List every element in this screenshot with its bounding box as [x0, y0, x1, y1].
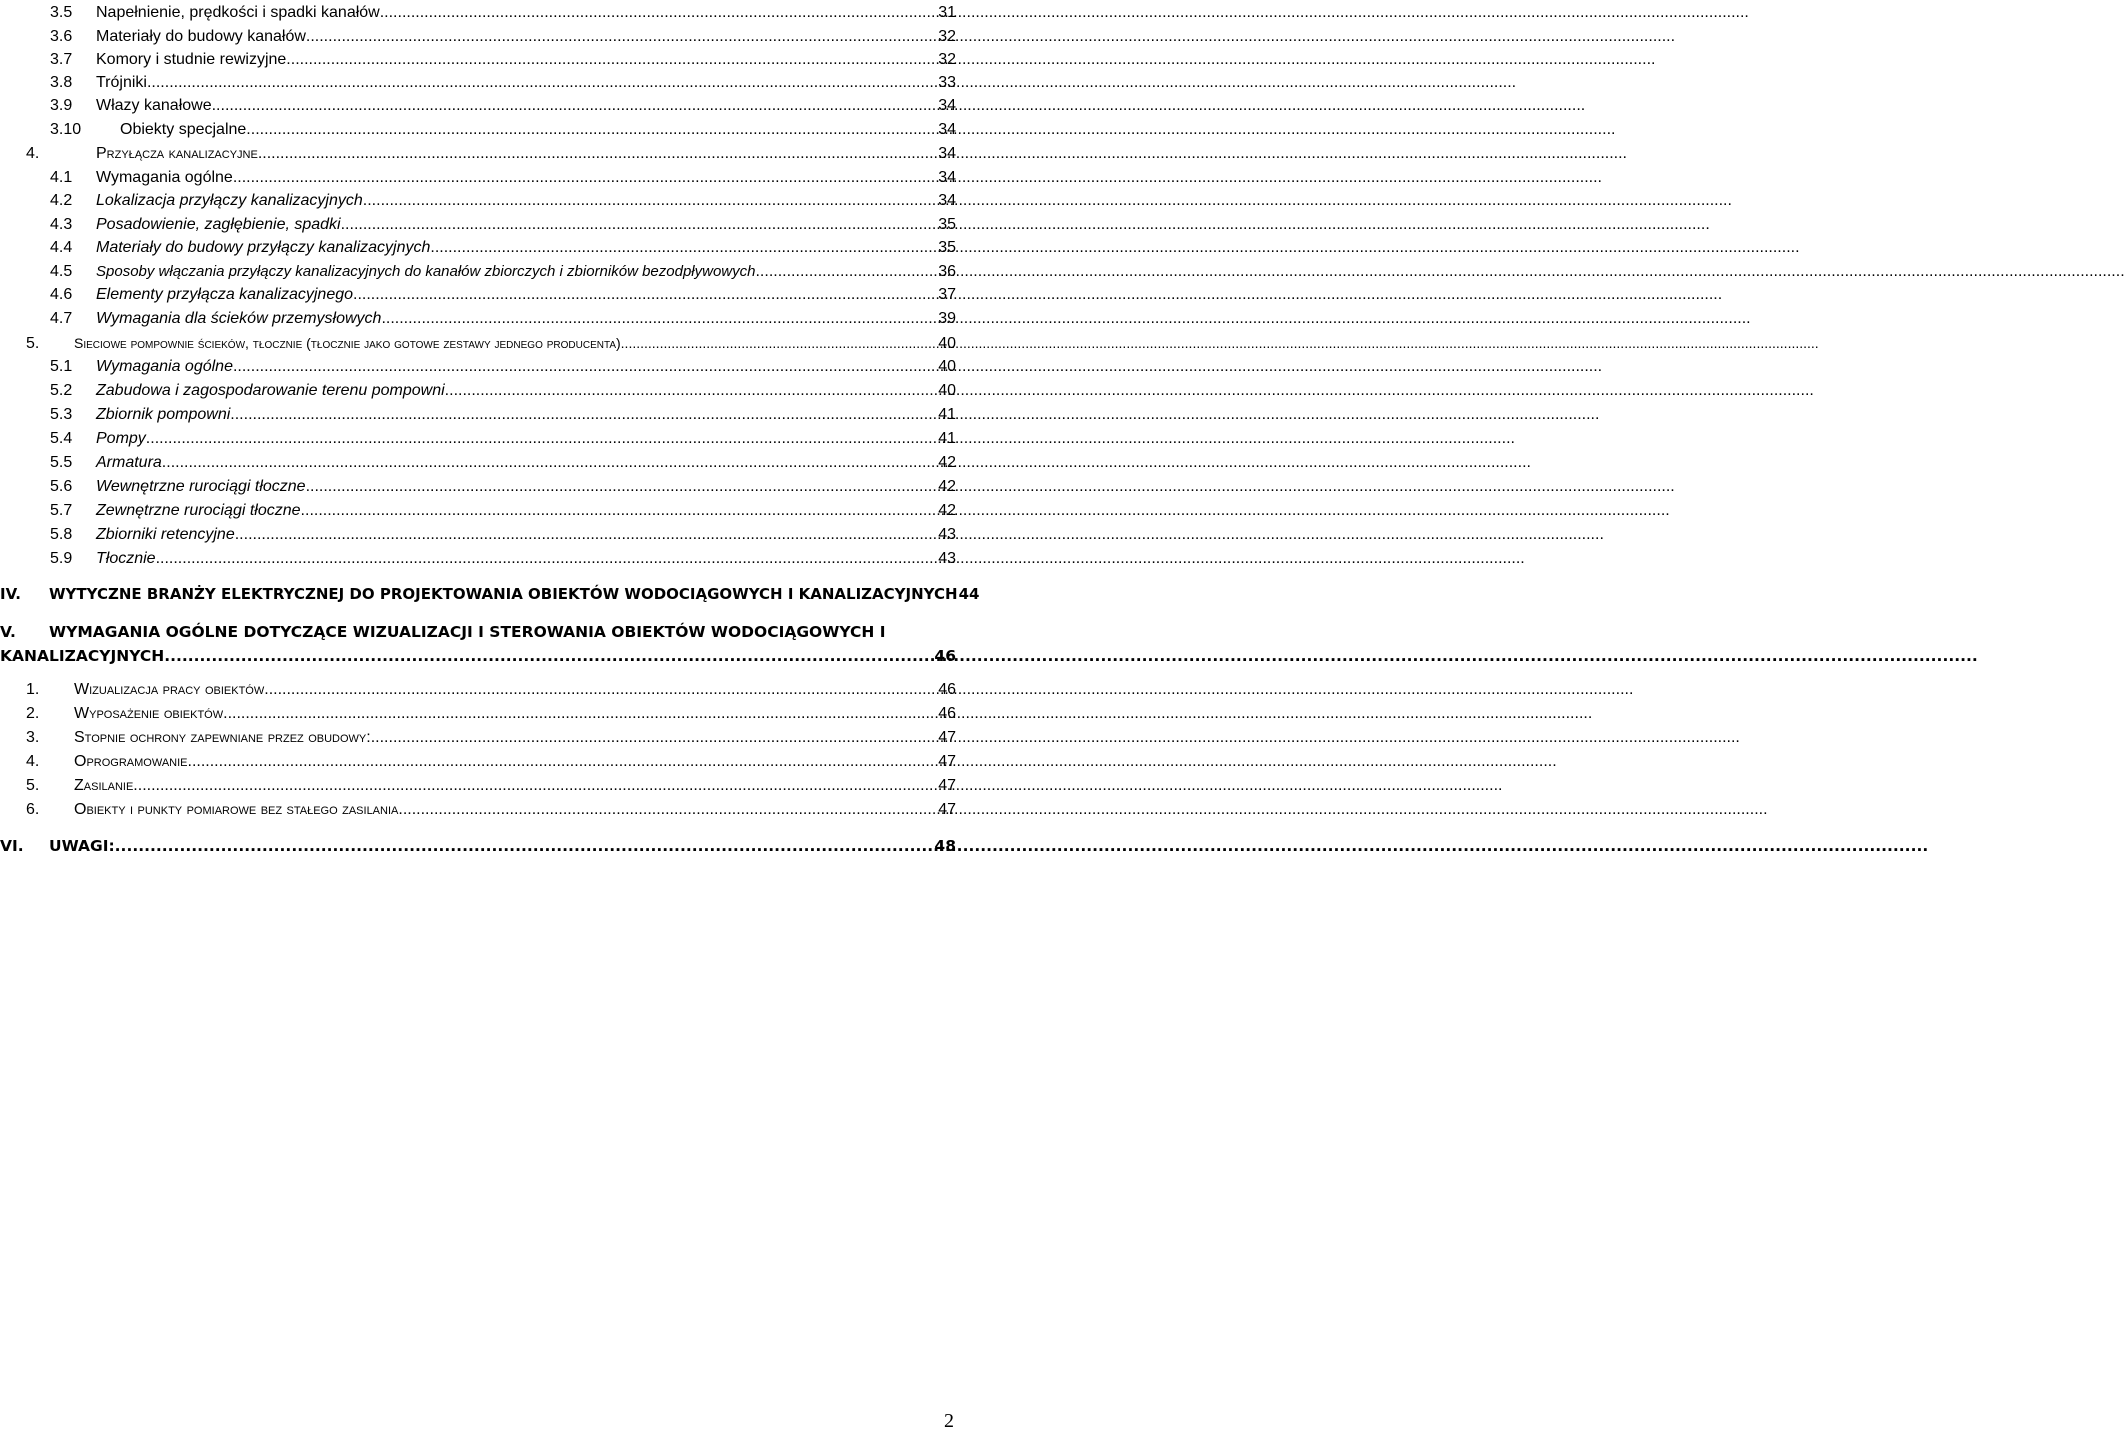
- entry-page: 41: [938, 430, 956, 447]
- entry-page: 34: [938, 169, 956, 186]
- entry-number: 5.7: [50, 502, 73, 519]
- entry-number: 4.7: [50, 310, 73, 327]
- entry-title: Zbiornik pompowni: [96, 406, 231, 423]
- part-page: 46: [934, 647, 956, 665]
- toc-entry-v-2[interactable]: [0, 704, 956, 724]
- entry-title: Trójniki: [96, 74, 147, 91]
- entry-page: 34: [938, 97, 956, 114]
- entry-page: 34: [938, 192, 956, 209]
- entry-page: 34: [938, 121, 956, 138]
- entry-page: 46: [938, 681, 956, 698]
- toc-entry-4-5[interactable]: [0, 262, 956, 282]
- toc-entry-v-5[interactable]: [0, 776, 956, 796]
- entry-title: Zewnętrzne rurociągi tłoczne: [96, 502, 301, 519]
- entry-title: Obiekty specjalne: [120, 121, 247, 138]
- dot-leader: [286, 50, 937, 70]
- entry-number: 5.5: [50, 454, 73, 471]
- dot-leader: [621, 333, 938, 353]
- dot-leader: [380, 3, 937, 23]
- dot-leader: [371, 728, 937, 748]
- entry-title: Obiekty i punkty pomiarowe bez stałego zasilania: [74, 801, 399, 818]
- entry-title: Zbiorniki retencyjne: [96, 526, 235, 543]
- entry-page: 32: [938, 51, 956, 68]
- entry-number: 3.8: [50, 74, 73, 91]
- entry-page: 39: [938, 310, 956, 327]
- toc-entry-5-4[interactable]: [0, 429, 956, 449]
- entry-number: 4.3: [50, 216, 73, 233]
- toc-entry-3-5[interactable]: [0, 3, 956, 23]
- entry-title: Wymagania dla ścieków przemysłowych: [96, 310, 382, 327]
- dot-leader: [264, 680, 937, 700]
- toc-entry-5-2[interactable]: [0, 381, 956, 401]
- dot-leader: [188, 752, 938, 772]
- dot-leader: [381, 309, 937, 329]
- dot-leader: [398, 800, 937, 820]
- toc-entry-v-3[interactable]: [0, 728, 956, 748]
- entry-title: Zasilanie: [74, 777, 134, 794]
- part-title: WYTYCZNE BRANŻY ELEKTRYCZNEJ DO PROJEKTOWANIA OBIEKTÓW WODOCIĄGOWYCH I KANALIZACYJNYCH: [49, 585, 958, 603]
- part-number: V.: [0, 623, 16, 641]
- entry-number: 2.: [26, 705, 40, 722]
- part-number: IV.: [0, 585, 21, 603]
- toc-entry-5-9[interactable]: [0, 549, 956, 569]
- entry-page: 32: [938, 28, 956, 45]
- entry-number: 5.8: [50, 526, 73, 543]
- dot-leader: [246, 120, 937, 140]
- part-title-line-1: [0, 620, 956, 644]
- toc-entry-v-6[interactable]: [0, 800, 956, 820]
- entry-page: 36: [938, 263, 956, 280]
- part-title-line-2: [0, 644, 956, 668]
- dot-leader: [216, 96, 937, 116]
- entry-title: Armatura: [96, 454, 162, 471]
- dot-leader: [223, 704, 937, 724]
- dot-leader: [258, 144, 937, 164]
- toc-entry-v-1[interactable]: [0, 680, 956, 700]
- entry-title: Stopnie ochrony zapewniane przez obudowy:: [74, 729, 371, 746]
- dot-leader: [306, 477, 938, 497]
- entry-number: 4.6: [50, 286, 73, 303]
- dot-leader: [341, 215, 938, 235]
- part-page: 44: [958, 585, 980, 603]
- entry-number: 6.: [26, 801, 40, 818]
- dot-leader: [162, 453, 937, 473]
- entry-page: 42: [938, 454, 956, 471]
- entry-title: Sieciowe pompownie ścieków, tłocznie (tłocznie jako gotowe zestawy jednego producenta): [74, 335, 621, 351]
- toc-entry-3-8[interactable]: [0, 73, 956, 93]
- entry-number: 1.: [26, 681, 40, 698]
- entry-page: 37: [938, 286, 956, 303]
- entry-number: 4.1: [50, 169, 73, 186]
- entry-title: Tłocznie: [96, 550, 156, 567]
- dot-leader: [147, 73, 937, 93]
- toc-entry-4-6[interactable]: [0, 285, 956, 305]
- dot-leader: [430, 238, 937, 258]
- toc-entry-4-2[interactable]: [0, 191, 956, 211]
- dot-leader: [233, 357, 937, 377]
- entry-title: Wizualizacja pracy obiektów: [74, 681, 265, 698]
- entry-page: 47: [938, 729, 956, 746]
- toc-entry-v-4[interactable]: [0, 752, 956, 772]
- dot-leader: [445, 381, 938, 401]
- dot-leader: [164, 644, 933, 668]
- entry-number: 3.6: [50, 28, 73, 45]
- entry-page: 33: [938, 74, 956, 91]
- entry-page: 42: [938, 478, 956, 495]
- entry-number: 4.4: [50, 239, 73, 256]
- entry-page: 46: [938, 705, 956, 722]
- dot-leader: [233, 168, 937, 188]
- entry-number: 3.10: [50, 121, 82, 138]
- entry-number: 5.1: [50, 358, 73, 375]
- entry-title: Przyłącza kanalizacyjne: [96, 145, 258, 162]
- toc-part-v[interactable]: [0, 620, 956, 668]
- part-title-continued: KANALIZACYJNYCH: [0, 647, 165, 665]
- dot-leader: [115, 836, 934, 856]
- entry-page: 47: [938, 753, 956, 770]
- entry-number: 5.4: [50, 430, 73, 447]
- entry-title: Sposoby włączania przyłączy kanalizacyjnych do kanałów zbiorczych i zbiorników bezodpływowych: [96, 263, 756, 280]
- entry-page: 47: [938, 777, 956, 794]
- entry-page: 41: [938, 406, 956, 423]
- entry-title: Wymagania ogólne: [96, 169, 233, 186]
- toc-entry-4-1[interactable]: [0, 168, 956, 188]
- toc-entry-3-7[interactable]: [0, 50, 956, 70]
- dot-leader: [301, 501, 938, 521]
- toc-entry-4-7[interactable]: [0, 309, 956, 329]
- dot-leader: [755, 262, 937, 282]
- entry-page: 35: [938, 216, 956, 233]
- toc-entry-5-7[interactable]: [0, 501, 956, 521]
- entry-number: 5.: [26, 777, 40, 794]
- entry-number: 5.9: [50, 550, 73, 567]
- entry-number: 4.: [26, 145, 40, 162]
- dot-leader: [353, 285, 937, 305]
- entry-page: 43: [938, 526, 956, 543]
- toc-part-vi[interactable]: [0, 836, 956, 856]
- entry-page: 34: [938, 145, 956, 162]
- entry-title: Wyposażenie obiektów: [74, 705, 224, 722]
- toc-entry-3-9[interactable]: [0, 96, 956, 116]
- toc-entry-5[interactable]: [0, 333, 956, 354]
- entry-title: Wewnętrzne rurociągi tłoczne: [96, 478, 306, 495]
- dot-leader: [230, 405, 937, 425]
- toc-entry-5-3[interactable]: [0, 405, 956, 425]
- entry-number: 3.: [26, 729, 40, 746]
- entry-number: 3.9: [50, 97, 73, 114]
- part-page: 48: [934, 837, 956, 855]
- dot-leader: [156, 549, 938, 569]
- entry-page: 40: [938, 358, 956, 375]
- entry-title: Wymagania ogólne: [96, 358, 233, 375]
- entry-title: Pompy: [96, 430, 146, 447]
- entry-page: 42: [938, 502, 956, 519]
- entry-title: Napełnienie, prędkości i spadki kanałów: [96, 4, 380, 21]
- entry-number: 3.7: [50, 51, 73, 68]
- entry-title: Komory i studnie rewizyjne: [96, 51, 287, 68]
- toc-entry-4[interactable]: [0, 144, 956, 164]
- entry-number: 5.6: [50, 478, 73, 495]
- entry-title: Posadowienie, zagłębienie, spadki: [96, 216, 341, 233]
- dot-leader: [133, 776, 937, 796]
- toc-entry-3-6[interactable]: [0, 27, 956, 47]
- toc-entry-5-6[interactable]: [0, 477, 956, 497]
- entry-page: 43: [938, 550, 956, 567]
- entry-title: Materiały do budowy kanałów: [96, 28, 306, 45]
- dot-leader: [363, 191, 937, 211]
- entry-number: 4.2: [50, 192, 73, 209]
- dot-leader: [306, 27, 937, 47]
- entry-title: Elementy przyłącza kanalizacyjnego: [96, 286, 354, 303]
- entry-number: 4.5: [50, 263, 73, 280]
- entry-page: 31: [938, 4, 956, 21]
- part-title: UWAGI:: [49, 837, 115, 855]
- entry-title: Lokalizacja przyłączy kanalizacyjnych: [96, 192, 363, 209]
- entry-title: Włazy kanałowe.: [96, 97, 217, 114]
- toc-part-iv[interactable]: [0, 584, 980, 604]
- entry-page: 40: [938, 382, 956, 399]
- entry-number: 3.5: [50, 4, 73, 21]
- entry-title: Oprogramowanie: [74, 753, 188, 770]
- toc-entry-4-4[interactable]: [0, 238, 956, 258]
- entry-page: 35: [938, 239, 956, 256]
- entry-page: 47: [938, 801, 956, 818]
- entry-number: 5.3: [50, 406, 73, 423]
- dot-leader: [146, 429, 937, 449]
- dot-leader: [235, 525, 937, 545]
- entry-number: 5.: [26, 335, 40, 352]
- entry-title: Zabudowa i zagospodarowanie terenu pompowni: [96, 382, 445, 399]
- entry-number: 4.: [26, 753, 40, 770]
- entry-title: Materiały do budowy przyłączy kanalizacyjnych: [96, 239, 431, 256]
- toc-entry-3-10[interactable]: [0, 120, 956, 140]
- part-title: WYMAGANIA OGÓLNE DOTYCZĄCE WIZUALIZACJI I STEROWANIA OBIEKTÓW WODOCIĄGOWYCH I: [49, 623, 886, 641]
- toc-entry-4-3[interactable]: [0, 215, 956, 235]
- entry-number: 5.2: [50, 382, 73, 399]
- toc-entry-5-8[interactable]: [0, 525, 956, 545]
- entry-page: 40: [938, 335, 956, 352]
- toc-entry-5-1[interactable]: [0, 357, 956, 377]
- page-number: 2: [944, 1410, 954, 1432]
- part-number: VI.: [0, 837, 24, 855]
- toc-entry-5-5[interactable]: [0, 453, 956, 473]
